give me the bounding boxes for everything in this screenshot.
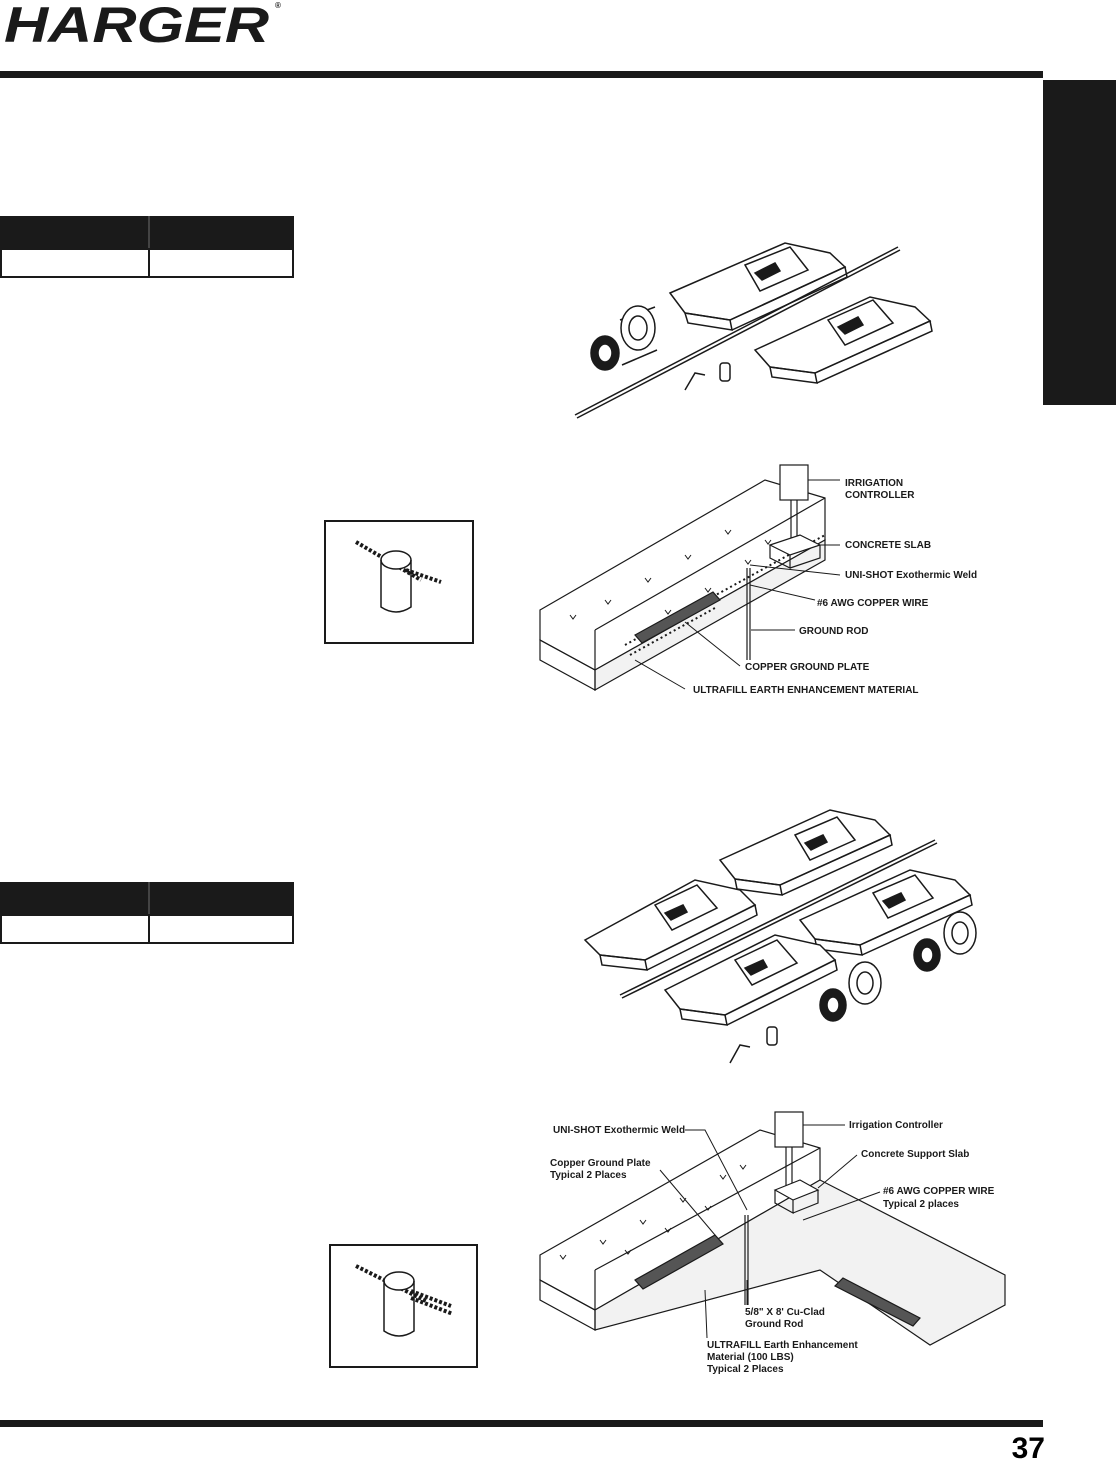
harger-logo <box>0 0 290 48</box>
ultrafill-bag <box>720 810 892 895</box>
footer-rule <box>0 1420 1043 1427</box>
table-header-row <box>1 217 293 249</box>
label-slab: CONCRETE SLAB <box>845 540 932 551</box>
label-controller: Irrigation Controller <box>849 1120 943 1131</box>
table-cell <box>149 915 293 943</box>
label-fill-1: ULTRAFILL Earth Enhancement <box>707 1340 858 1351</box>
table-row <box>1 915 293 943</box>
section-tab <box>1043 80 1116 405</box>
weld-connection-drawing <box>326 522 472 642</box>
table-header-cell <box>149 883 293 915</box>
table-header-cell <box>1 883 149 915</box>
soil-trench <box>540 480 825 690</box>
table-cell <box>1 249 149 277</box>
label-fill-3: Typical 2 Places <box>707 1364 784 1375</box>
weld-shot <box>730 1045 750 1063</box>
logo-wordmark: HARGER <box>4 0 269 48</box>
kit2-weld-inset <box>329 1244 478 1368</box>
header-rule <box>0 71 1043 78</box>
weld-shot <box>685 373 705 390</box>
kit1-spec-table <box>0 216 294 278</box>
table-row <box>1 249 293 277</box>
kit1-installation-diagram <box>535 460 985 700</box>
label-plate-2: Typical 2 Places <box>550 1170 627 1181</box>
table-header-cell <box>1 217 149 249</box>
copper-wire-coil <box>820 962 881 1021</box>
kit1-components-illustration <box>560 225 980 430</box>
kit2-components-illustration <box>575 805 985 1070</box>
label-weld: UNI-SHOT Exothermic Weld <box>845 570 978 581</box>
registered-mark: ® <box>275 1 281 10</box>
label-slab: Concrete Support Slab <box>861 1149 970 1160</box>
label-plate-1: Copper Ground Plate <box>550 1158 651 1169</box>
page-number: 37 <box>1011 1432 1045 1465</box>
table-cell <box>149 249 293 277</box>
weld-connector <box>767 1027 777 1045</box>
label-weld: UNI-SHOT Exothermic Weld <box>553 1125 686 1136</box>
weld-connection-drawing <box>331 1246 476 1366</box>
label-controller-1: IRRIGATION <box>845 478 904 489</box>
label-rod: GROUND ROD <box>799 626 869 637</box>
label-wire-2: Typical 2 places <box>883 1199 959 1210</box>
label-wire: #6 AWG COPPER WIRE <box>817 598 929 609</box>
label-rod-2: Ground Rod <box>745 1319 804 1330</box>
kit1-weld-inset <box>324 520 474 644</box>
kit2-installation-diagram <box>535 1110 1015 1380</box>
copper-wire-coil <box>914 912 976 971</box>
label-controller-2: CONTROLLER <box>845 490 915 501</box>
label-plate: COPPER GROUND PLATE <box>745 662 870 673</box>
label-rod-1: 5/8" X 8' Cu-Clad <box>745 1307 825 1318</box>
table-header-row <box>1 883 293 915</box>
copper-wire-coil <box>591 306 657 370</box>
label-wire-1: #6 AWG COPPER WIRE <box>883 1186 995 1197</box>
kit2-spec-table <box>0 882 294 944</box>
table-cell <box>1 915 149 943</box>
weld-connector <box>720 363 730 381</box>
table-header-cell <box>149 217 293 249</box>
label-fill-2: Material (100 LBS) <box>707 1352 794 1363</box>
ultrafill-bag <box>755 297 932 383</box>
label-fill: ULTRAFILL EARTH ENHANCEMENT MATERIAL <box>693 685 919 696</box>
